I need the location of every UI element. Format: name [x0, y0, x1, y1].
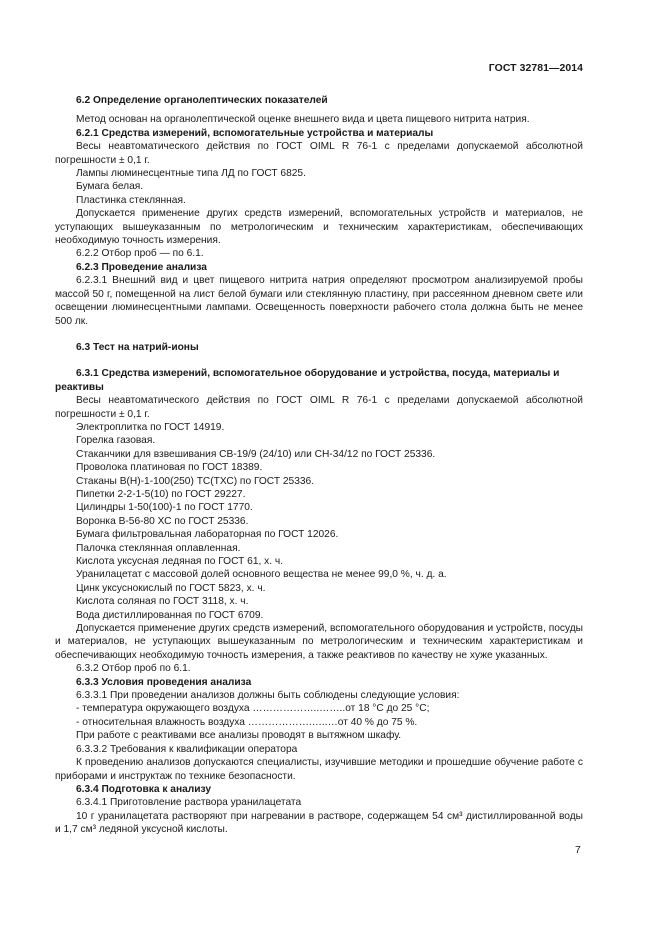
body-paragraph: Бумага фильтровальная лабораторная по ГОСТ 12026. [76, 529, 339, 541]
body-paragraph: Цилиндры 1-50(100)-1 по ГОСТ 1770. [76, 502, 253, 514]
page-number: 7 [575, 845, 581, 856]
section-heading: 6.2 Определение органолептических показателей [76, 95, 328, 106]
document-body [55, 94, 583, 837]
body-paragraph: Кислота соляная по ГОСТ 3118, х. ч. [76, 596, 249, 608]
section-heading: 6.3.3 Условия проведения анализа [76, 676, 252, 688]
standard-code-header: ГОСТ 32781—2014 [488, 63, 583, 74]
body-paragraph: Вода дистиллированная по ГОСТ 6709. [76, 609, 264, 621]
body-paragraph: Стаканчики для взвешивания СВ-19/9 (24/10) или СН-34/12 по ГОСТ 25336. [76, 448, 436, 460]
section-heading: 6.2.1 Средства измерений, вспомогательные устройства и материалы [76, 127, 434, 139]
body-paragraph: 6.3.2 Отбор проб по 6.1. [76, 663, 191, 675]
body-paragraph: Весы неавтоматического действия по ГОСТ OIML R 76-1 с пределами допускаемой абсолютной погрешности ± 0,1 г. [55, 395, 583, 420]
body-paragraph: К проведению анализов допускаются специалисты, изучившие методики и прошедшие обучение работе с приборами и инструктаж по технике безопасности. [55, 757, 583, 782]
body-paragraph: Электроплитка по ГОСТ 14919. [76, 421, 225, 433]
body-paragraph: Проволока платиновая по ГОСТ 18389. [76, 462, 263, 474]
body-paragraph: Уранилацетат с массовой долей основного вещества не менее 99,0 %, ч. д. а. [76, 569, 447, 581]
body-paragraph: Бумага белая. [76, 181, 144, 193]
body-paragraph: Палочка стеклянная оплавленная. [76, 542, 241, 554]
section-heading: 6.3 Тест на натрий-ионы [76, 341, 199, 353]
body-paragraph: Допускается применение других средств измерений, вспомогательного оборудования и устройств, посуды и материалов, не уступающих вышеуказанным по метрологическим и техническим характеристикам и обеспечивающих необходимую точность измерения, а также реактивов по качеству не хуже указанных. [55, 623, 583, 661]
body-paragraph: 6.2.2 Отбор проб — по 6.1. [76, 248, 204, 260]
body-paragraph: 6.3.3.2 Требования к квалификации оператора [76, 743, 298, 755]
section-heading: 6.2.3 Проведение анализа [76, 261, 207, 273]
body-paragraph: Горелка газовая. [76, 435, 156, 447]
body-paragraph: - относительная влажность воздуха ……………….…..…от 40 % до 75 %. [76, 716, 418, 728]
body-paragraph: Стаканы В(Н)-1-100(250) ТС(ТХС) по ГОСТ 25336. [76, 475, 315, 487]
body-paragraph: Воронка В-56-80 ХС по ГОСТ 25336. [76, 515, 249, 527]
body-paragraph: 6.3.3.1 При проведении анализов должны быть соблюдены следующие условия: [76, 690, 460, 702]
body-paragraph: Метод основан на органолептической оценке внешнего вида и цвета пищевого нитрита натрия. [76, 114, 530, 126]
body-paragraph: При работе с реактивами все анализы проводят в вытяжном шкафу. [76, 730, 402, 742]
body-paragraph: Допускается применение других средств измерений, вспомогательных устройств и материалов, не уступающих вышеуказанным по метрологическим и техническим характеристикам, обеспечивающих необходимую точность измерения. [55, 208, 583, 247]
body-paragraph: Кислота уксусная ледяная по ГОСТ 61, х. ч. [76, 556, 284, 567]
body-paragraph: Цинк уксуснокислый по ГОСТ 5823, х. ч. [76, 582, 266, 594]
body-paragraph: Пластинка стеклянная. [76, 194, 186, 206]
body-paragraph: Весы неавтоматического действия по ГОСТ OIML R 76-1 с пределами допускаемой абсолютной погрешности ± 0,1 г. [55, 141, 583, 166]
section-heading: 6.3.1 Средства измерений, вспомогательное оборудование и устройства, посуда, материалы и реактивы [55, 368, 560, 393]
body-paragraph: Лампы люминесцентные типа ЛД по ГОСТ 6825. [76, 168, 306, 180]
body-paragraph: 10 г уранилацетата растворяют при нагревании в растворе, содержащем 54 см³ дистиллированной воды и 1,7 см³ ледяной уксусной кислоты. [55, 810, 583, 836]
body-paragraph: Пипетки 2-2-1-5(10) по ГОСТ 29227. [76, 488, 246, 500]
section-heading: 6.3.4 Подготовка к анализу [76, 783, 212, 795]
body-paragraph: - температура окружающего воздуха ………………..……..от 18 °С до 25 °С; [76, 703, 430, 715]
body-paragraph: 6.3.4.1 Приготовление раствора уранилацетата [76, 797, 302, 809]
body-paragraph: 6.2.3.1 Внешний вид и цвет пищевого нитрита натрия определяют просмотром анализируемой пробы массой 50 г, помещенной на лист белой бумаги или стеклянную пластину, при рассеянном дневном свете или освещении люминесцентными лампами. Освещенность поверхности рабочего стола должна быть не менее 500 лк. [55, 275, 583, 327]
